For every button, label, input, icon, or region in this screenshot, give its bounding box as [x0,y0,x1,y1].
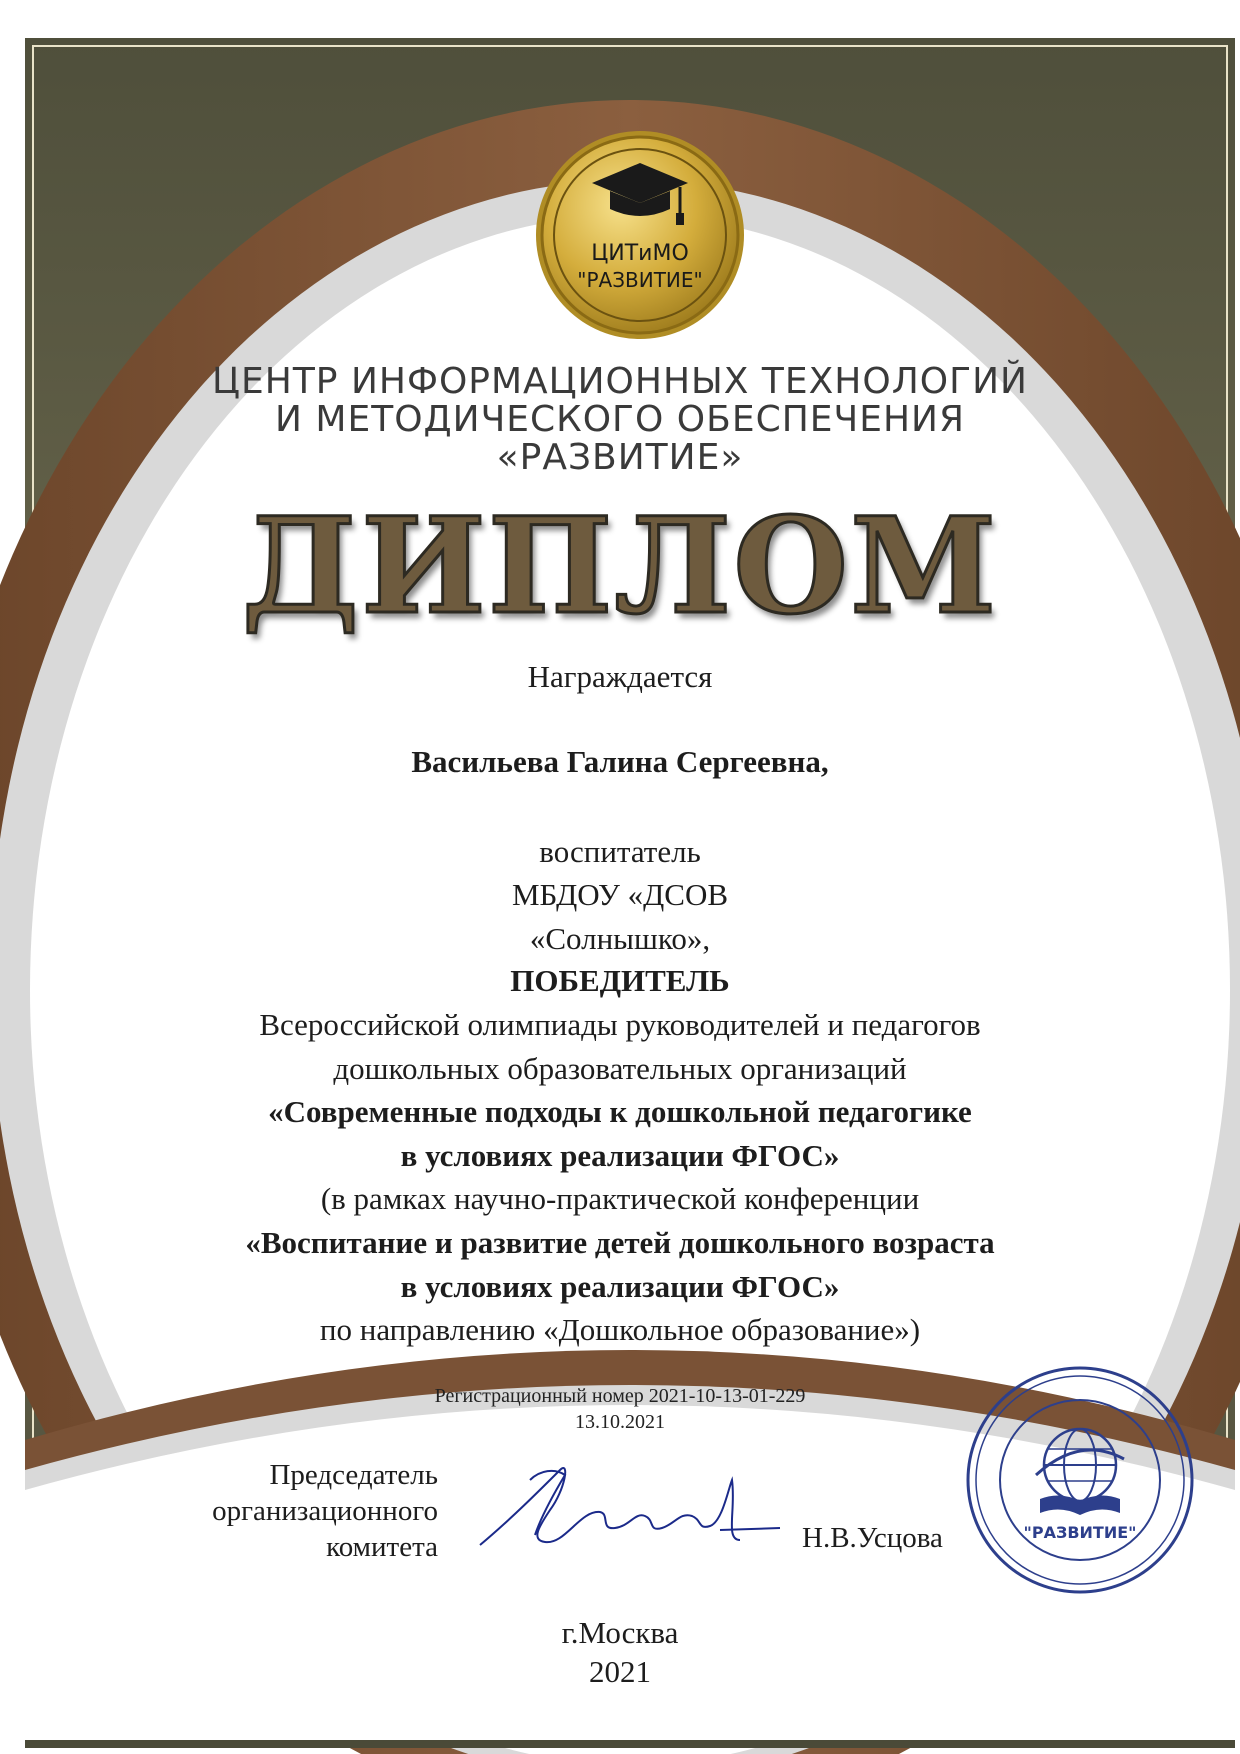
olympiad-title-line2: в условиях реализации ФГОС» [400,1138,840,1173]
official-seal-stamp [960,1360,1200,1600]
city: г.Москва [561,1615,679,1650]
seal-name: "РАЗВИТИЕ" [1023,1523,1137,1542]
handwritten-signature [470,1450,790,1570]
issue-date: 13.10.2021 [575,1411,665,1433]
badge-line1: ЦИТиМО [591,241,689,266]
signatory-name: Н.В.Усцова [802,1522,943,1554]
status-winner: ПОБЕДИТЕЛЬ [510,963,730,998]
signature-role-line3: комитета [326,1531,438,1563]
gold-badge-logo [530,125,750,345]
org-title-line1: ЦЕНТР ИНФОРМАЦИОННЫХ ТЕХНОЛОГИЙ [212,361,1028,402]
registration-number: Регистрационный номер 2021-10-13-01-229 [434,1385,806,1407]
conference-line1: (в рамках научно-практической конференции [320,1181,920,1216]
recipient-name: Васильева Галина Сергеевна, [411,744,829,779]
signature-role-line2: организационного [212,1495,438,1527]
recipient-position: воспитатель [539,834,701,869]
direction-line: по направлению «Дошкольное образование») [319,1312,921,1347]
conference-title-line1: «Воспитание и развитие детей дошкольного возраста [245,1225,995,1260]
olympiad-line2: дошкольных образовательных организаций [333,1051,907,1086]
badge-line2: "РАЗВИТИЕ" [577,268,703,292]
olympiad-title-line1: «Современные подходы к дошкольной педагогике [268,1094,972,1129]
diploma-title: ДИПЛОМ [241,489,999,644]
org-title-line2: И МЕТОДИЧЕСКОГО ОБЕСПЕЧЕНИЯ [275,399,965,440]
signature-role-line1: Председатель [269,1459,438,1491]
conference-title-line2: в условиях реализации ФГОС» [400,1269,840,1304]
institution-line1: МБДОУ «ДСОВ [511,877,729,912]
book-icon [1040,1495,1120,1515]
olympiad-line1: Всероссийской олимпиады руководителей и педагогов [259,1007,981,1042]
globe-icon [1036,1429,1124,1501]
org-title-line3: «РАЗВИТИЕ» [496,437,744,478]
year: 2021 [589,1654,651,1689]
awarded-label: Награждается [527,659,713,694]
signature-role [170,1457,438,1565]
institution-line2: «Солнышко», [529,921,711,956]
